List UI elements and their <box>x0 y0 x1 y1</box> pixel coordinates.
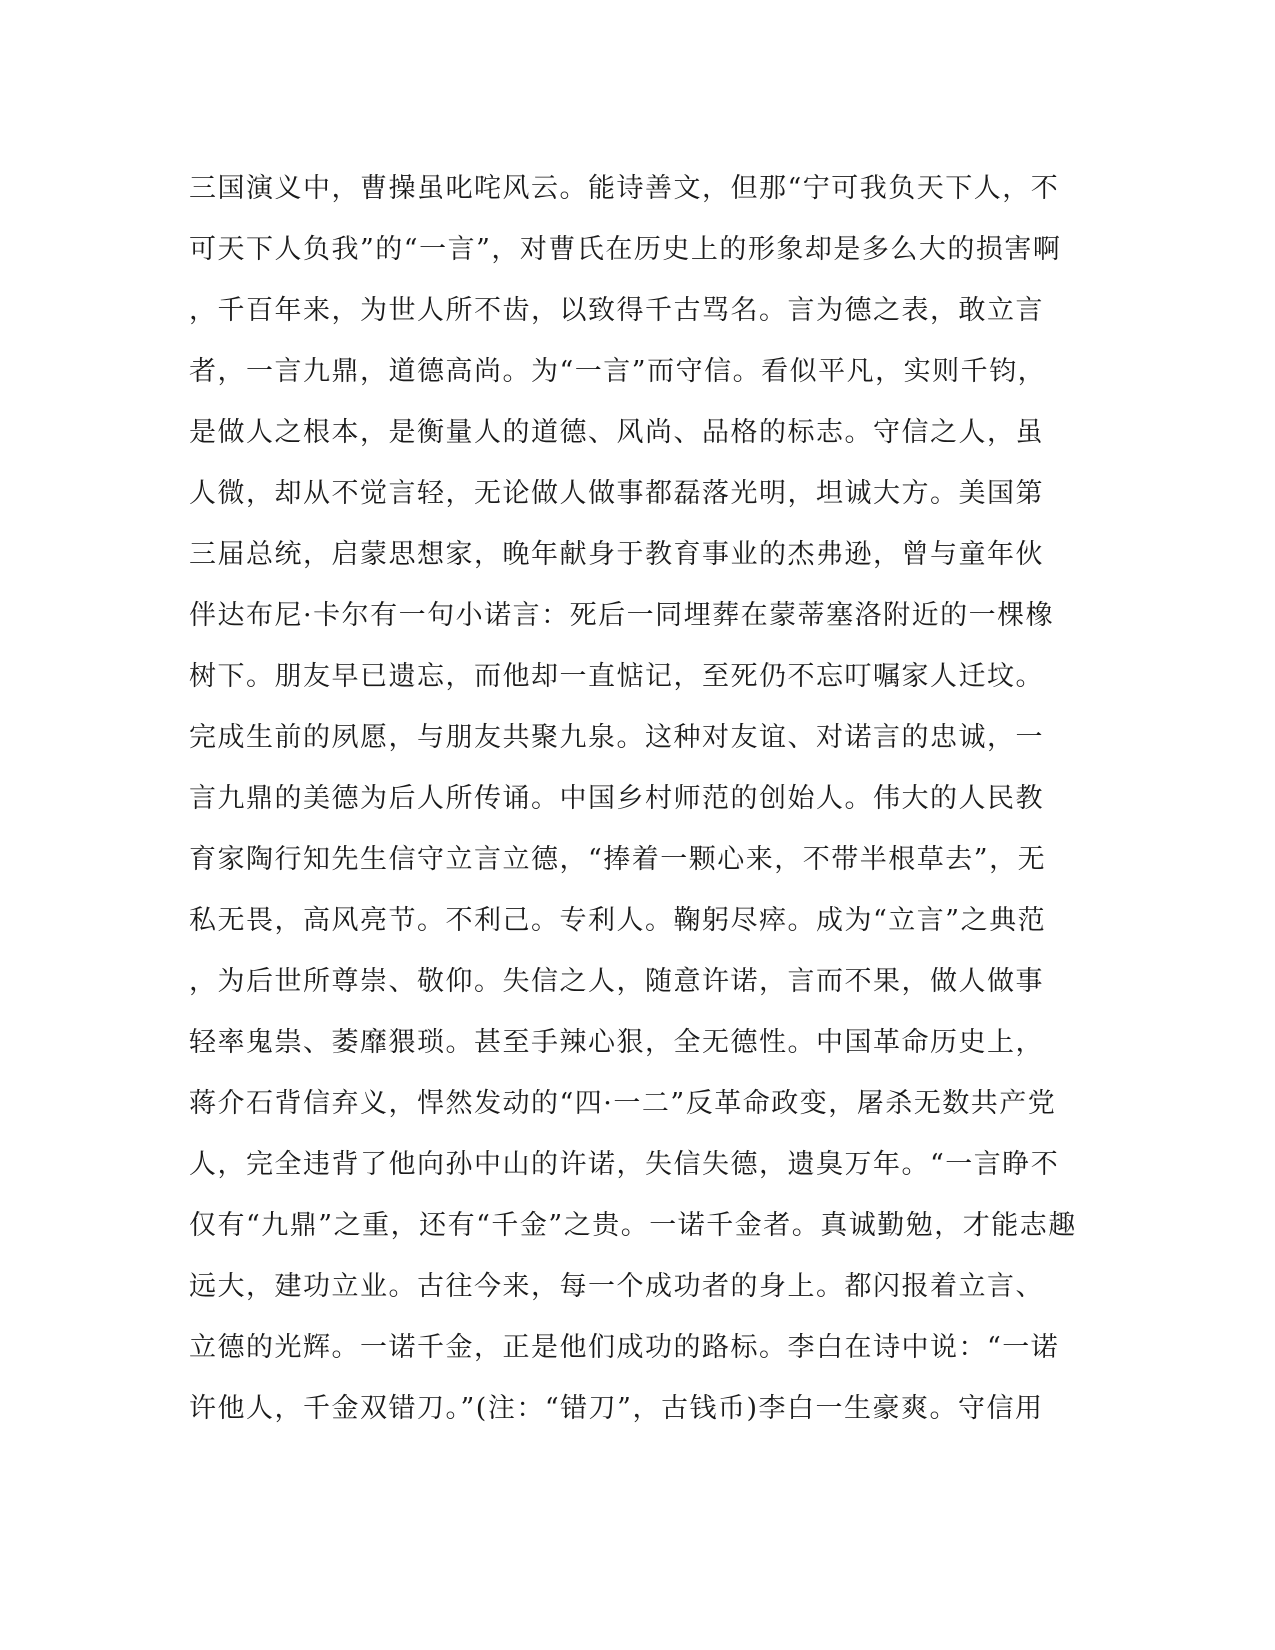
text-line: 立德的光辉。一诺千金，正是他们成功的路标。李白在诗中说：“一诺 <box>189 1332 1060 1363</box>
text-line: 私无畏，高风亮节。不利己。专利人。鞠躬尽瘁。成为“立言”之典范 <box>189 905 1047 936</box>
text-line: 远大，建功立业。古往今来，每一个成功者的身上。都闪报着立言、 <box>189 1271 1044 1302</box>
text-line: 蒋介石背信弃义，悍然发动的“四·一二”反革命政变，屠杀无数共产党 <box>189 1088 1057 1119</box>
text-line: ，千百年来，为世人所不齿，以致得千古骂名。言为德之表，敢立言 <box>189 295 1044 326</box>
text-line: 是做人之根本，是衡量人的道德、风尚、品格的标志。守信之人，虽 <box>189 417 1044 448</box>
text-line: 人，完全违背了他向孙中山的许诺，失信失德，遗臭万年。“一言睁不 <box>189 1149 1060 1180</box>
text-line: 伴达布尼·卡尔有一句小诺言：死后一同埋葬在蒙蒂塞洛附近的一棵橡 <box>189 600 1055 631</box>
text-line: 仅有“九鼎”之重，还有“千金”之贵。一诺千金者。真诚勤勉，才能志趣 <box>189 1210 1077 1241</box>
text-line: 言九鼎的美德为后人所传诵。中国乡村师范的创始人。伟大的人民教 <box>189 783 1044 814</box>
text-line: 许他人，千金双错刀。”(注：“错刀”，古钱币)李白一生豪爽。守信用 <box>189 1393 1044 1424</box>
text-line: 人微，却从不觉言轻，无论做人做事都磊落光明，坦诚大方。美国第 <box>189 478 1044 509</box>
text-line: 育家陶行知先生信守立言立德，“捧着一颗心来，不带半根草去”，无 <box>189 844 1047 875</box>
text-line: 树下。朋友早已遗忘，而他却一直惦记，至死仍不忘叮嘱家人迁坟。 <box>189 661 1044 692</box>
text-line: 轻率鬼祟、萎靡猥琐。甚至手辣心狠，全无德性。中国革命历史上， <box>189 1027 1044 1058</box>
text-line: 可天下人负我”的“一言”，对曹氏在历史上的形象却是多么大的损害啊 <box>189 234 1062 265</box>
body-text <box>189 158 1089 1439</box>
text-line: 者，一言九鼎，道德高尚。为“一言”而守信。看似平凡，实则千钧， <box>189 356 1047 387</box>
text-line: 三国演义中，曹操虽叱咤风云。能诗善文，但那“宁可我负天下人，不 <box>189 173 1060 204</box>
text-line: 完成生前的夙愿，与朋友共聚九泉。这种对友谊、对诺言的忠诚，一 <box>189 722 1044 753</box>
text-line: ，为后世所尊崇、敬仰。失信之人，随意许诺，言而不果，做人做事 <box>189 966 1044 997</box>
text-line: 三届总统，启蒙思想家，晚年献身于教育事业的杰弗逊，曾与童年伙 <box>189 539 1044 570</box>
